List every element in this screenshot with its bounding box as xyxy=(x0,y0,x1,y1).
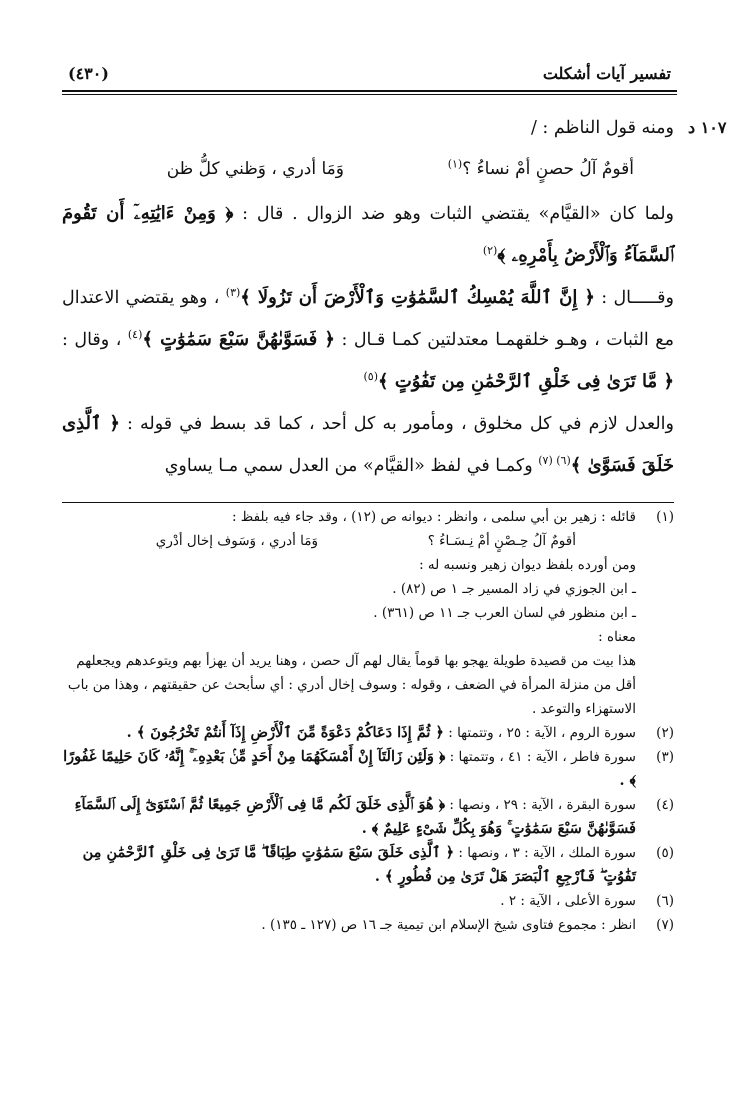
quran-quote: ﴿ وَمِنْ ءَايَٰتِهِۦٓ أَن تَقُومَ ٱلسَّمَآءُ وَٱلْأَرْضُ بِأَمْرِهِۦ ﴾ xyxy=(62,203,674,266)
footnote-1: (١) قائله : زهير بن أبي سلمى ، وانظر : ديوانه ص (١٢) ، وقد جاء فيه بلفظ : وَمَا أدري ، وَسَوف إخال أدْري أقومٌ آلُ حِـصْنٍ أمْ نِـسَـاءُ ؟ ومن أورده بلفظ ديوان زهير ونسبه له : ـ ابن الجوزي في زاد المسير جـ ١ ص (٨٢) . ـ ابن منظور في لسان العرب جـ ١١ ص (٣٦١) . معناه : هذا بيت من قصيدة طويلة يهجو بها قوماً يقال لهم آل حصن ، وهنا يريد أن يهزأ بهم ويتوعدهم ويجعلهم أقل من منزلة المرأة في الضعف ، وقوله : وسوف إخال أدري : أي سأبحث عن حقيقتهم ، وهذا من باب الاستهزاء والتوعد . xyxy=(62,505,674,721)
paragraph-adl: والعدل لازم في كل مخلوق ، ومأمور به كل أحد ، كما قد بسط في قوله : ﴿ ٱلَّذِى خَلَقَ فَسَوَّىٰ ﴾$^{(٦) (٧)}$ وكمـا في لفظ «القيَّام» من العدل سمي مـا يساوي xyxy=(62,413,674,476)
footnote-2: (٢) سورة الروم ، الآية : ٢٥ ، وتتمتها : ﴿ ثُمَّ إِذَا دَعَاكُمْ دَعْوَةً مِّنَ ٱلْأَرْضِ إِذَآ أَنتُمْ تَخْرُجُونَ ﴾ . xyxy=(62,721,674,745)
quran-quote: ﴿ هُوَ ٱلَّذِى خَلَقَ لَكُم مَّا فِى ٱلْأَرْضِ جَمِيعًا ثُمَّ ٱسْتَوَىٰٓ إِلَى ٱلسَّمَآءِ فَسَوَّىٰهُنَّ سَبْعَ سَمَٰوَٰتٍ ۚ وَهُوَ بِكُلِّ شَىْءٍ عَلِيمٌ ﴾ . xyxy=(74,796,636,837)
footnote-7: (٧) انظر : مجموع فتاوى شيخ الإسلام ابن تيمية جـ ١٦ ص (١٢٧ ـ ١٣٥) . xyxy=(62,913,674,937)
footnote-4: (٤) سورة البقرة ، الآية : ٢٩ ، ونصها : ﴿ هُوَ ٱلَّذِى خَلَقَ لَكُم مَّا فِى ٱلْأَرْضِ جَمِيعًا ثُمَّ ٱسْتَوَىٰٓ إِلَى ٱلسَّمَآءِ فَسَوَّىٰهُنَّ سَبْعَ سَمَٰوَٰتٍ ۚ وَهُوَ بِكُلِّ شَىْءٍ عَلِيمٌ ﴾ . xyxy=(62,793,674,841)
quran-quote: ﴿ إِنَّ ٱللَّهَ يُمْسِكُ ٱلسَّمَٰوَٰتِ وَٱلْأَرْضَ أَن تَزُولَا ﴾ xyxy=(240,287,595,308)
quran-quote: ﴿ مَّا تَرَىٰ فِى خَلْقِ ٱلرَّحْمَٰنِ مِن تَفَٰوُتٍ ﴾ xyxy=(378,371,674,392)
header-rule-thin xyxy=(62,94,677,95)
footnote-number: (٤) xyxy=(656,797,674,813)
footnote-ref: (٥) xyxy=(363,370,378,384)
footnote-number: (٥) xyxy=(656,845,674,861)
book-title: تفسير آيات أشكلت xyxy=(542,64,671,83)
footnote-number: (٦) xyxy=(656,893,674,909)
footnote-3: (٣) سورة فاطر ، الآية : ٤١ ، وتتمتها : ﴿ وَلَئِن زَالَتَآ إِنْ أَمْسَكَهُمَا مِنْ أَحَدٍ مِّنۢ بَعْدِهِۦٓ ۚ إِنَّهُۥ كَانَ حَلِيمًا غَفُورًا ﴾ . xyxy=(62,745,674,793)
paragraph-qiyam: ولما كان «القيَّام» يقتضي الثبات وهو ضد الزوال . قال : ﴿ وَمِنْ ءَايَٰتِهِۦٓ أَن تَقُومَ ٱلسَّمَآءُ وَٱلْأَرْضُ بِأَمْرِهِۦ ﴾$^{(٢)}$ xyxy=(62,203,674,266)
main-text xyxy=(62,108,674,487)
poem-verse xyxy=(62,149,674,193)
paragraph-itidal: وقـــــال : ﴿ إِنَّ ٱللَّهَ يُمْسِكُ ٱلسَّمَٰوَٰتِ وَٱلْأَرْضَ أَن تَزُولَا ﴾$^{(٣)}$ ، وهو يقتضي الاعتدال مع الثبات ، وهـو خلقهمـا معتدلتين كمـا قـال : ﴿ فَسَوَّىٰهُنَّ سَبْعَ سَمَٰوَٰتٍ ﴾$^{(٤)}$ ، وقال : ﴿ مَّا تَرَىٰ فِى خَلْقِ ٱلرَّحْمَٰنِ مِن تَفَٰوُتٍ ﴾$^{(٥)}$ xyxy=(62,286,674,392)
verse-first-hemistich: وَمَا أدري ، وَظني كلُّ ظن xyxy=(166,159,344,179)
quran-quote: ﴿ وَلَئِن زَالَتَآ إِنْ أَمْسَكَهُمَا مِنْ أَحَدٍ مِّنۢ بَعْدِهِۦٓ ۚ إِنَّهُۥ كَانَ حَلِيمًا غَفُورًا ﴾ . xyxy=(63,748,636,789)
verse-second-hemistich: أقومٌ آلُ حصنٍ أمْ نساءُ ؟$^{(١)}$ xyxy=(447,157,634,179)
footnote-number: (١) xyxy=(656,509,674,525)
footnote-separator xyxy=(62,502,674,503)
quran-quote: ﴿ ٱلَّذِى خَلَقَ سَبْعَ سَمَٰوَٰتٍ طِبَاقًا ۖ مَّا تَرَىٰ فِى خَلْقِ ٱلرَّحْمَٰنِ مِن تَفَٰوُتٍ ۖ فَٱرْجِعِ ٱلْبَصَرَ هَلْ تَرَىٰ مِن فُطُورٍ ﴾ . xyxy=(82,844,636,885)
footnote-ref: (١) xyxy=(447,157,463,171)
page-number: (٤٣٠) xyxy=(68,64,109,83)
quran-quote: ﴿ ٱلَّذِى خَلَقَ فَسَوَّىٰ ﴾ xyxy=(62,413,674,476)
footnote-6: (٦) سورة الأعلى ، الآية : ٢ . xyxy=(62,889,674,913)
footnote-poem: وَمَا أدري ، وَسَوف إخال أدْري أقومٌ آلُ حِـصْنٍ أمْ نِـسَـاءُ ؟ xyxy=(155,533,576,549)
header-rule xyxy=(62,90,677,92)
intro-line: ومنه قول الناظم : / xyxy=(530,118,674,138)
footnotes xyxy=(62,505,674,937)
footnote-5: (٥) سورة الملك ، الآية : ٣ ، ونصها : ﴿ ٱلَّذِى خَلَقَ سَبْعَ سَمَٰوَٰتٍ طِبَاقًا ۖ مَّا تَرَىٰ فِى خَلْقِ ٱلرَّحْمَٰنِ مِن تَفَٰوُتٍ ۖ فَٱرْجِعِ ٱلْبَصَرَ هَلْ تَرَىٰ مِن فُطُورٍ ﴾ . xyxy=(62,841,674,889)
footnote-ref: (٦) (٧) xyxy=(538,454,571,468)
footnote-number: (٧) xyxy=(656,917,674,933)
quran-quote: ﴿ فَسَوَّىٰهُنَّ سَبْعَ سَمَٰوَٰتٍ ﴾ xyxy=(142,329,335,350)
footnote-ref: (٢) xyxy=(482,244,498,258)
footnote-number: (٣) xyxy=(656,749,674,765)
footnote-ref: (٤) xyxy=(127,328,143,342)
quran-quote: ﴿ ثُمَّ إِذَا دَعَاكُمْ دَعْوَةً مِّنَ ٱلْأَرْضِ إِذَآ أَنتُمْ تَخْرُجُونَ ﴾ . xyxy=(126,724,444,741)
footnote-number: (٢) xyxy=(656,725,674,741)
footnote-ref: (٣) xyxy=(225,286,241,300)
margin-manuscript-ref: ١٠٧ د xyxy=(688,118,727,137)
running-header xyxy=(62,58,677,88)
